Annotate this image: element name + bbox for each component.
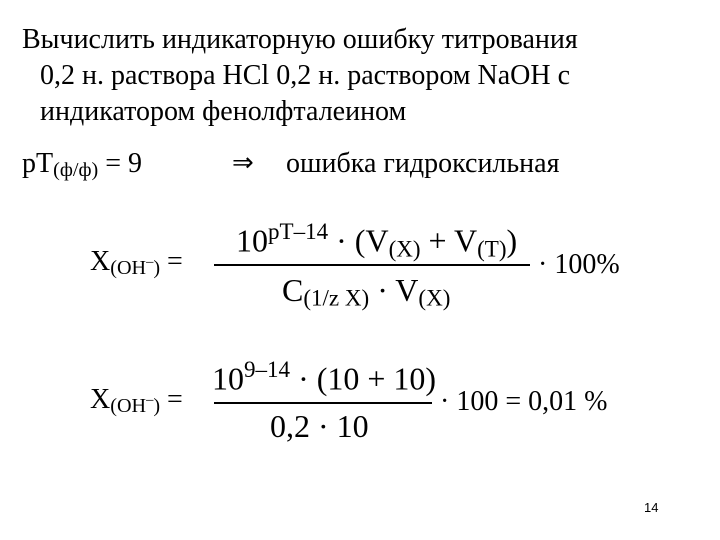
- formula1-eq: =: [167, 246, 183, 277]
- formula1-den-sub2: (X): [418, 284, 451, 311]
- condition-result: ошибка гидроксильная: [286, 148, 560, 179]
- formula1-num-close: ): [506, 222, 518, 259]
- formula2-lhs: [90, 384, 183, 418]
- pt-subscript: (ф/ф): [53, 159, 99, 182]
- task-line-1: Вычислить индикаторную ошибку титрования: [22, 24, 578, 55]
- pt-label: pT: [22, 148, 54, 179]
- condition-pt: [22, 146, 142, 188]
- formula1-lhs: [90, 246, 183, 280]
- formula2-num-rest: · (10 + 10): [298, 360, 437, 397]
- formula1-fraction-bar: [214, 264, 530, 266]
- formula1-minus: –: [146, 254, 154, 271]
- formula2-numerator: [212, 356, 436, 398]
- implies-arrow-icon: ⇒: [232, 148, 254, 178]
- formula1-num-dot: ·: [336, 222, 347, 259]
- formula1-numerator: [236, 218, 517, 262]
- pt-value: = 9: [105, 148, 143, 179]
- formula2-num-base: 10: [212, 360, 244, 397]
- formula1-num-open: (V: [354, 222, 389, 259]
- formula1-x: X: [90, 246, 111, 277]
- formula2-denominator: 0,2 · 10: [270, 408, 369, 444]
- formula1-num-sub2: (T): [477, 235, 507, 262]
- formula1-close: ): [153, 257, 161, 280]
- formula2-oh-text: (OH: [110, 395, 147, 418]
- formula2-close: ): [153, 395, 161, 418]
- page-number: 14: [644, 500, 659, 515]
- formula1-den-sub: (1/z X): [303, 284, 370, 311]
- formula2-minus: –: [146, 392, 154, 409]
- formula2-num-exp: 9–14: [244, 356, 291, 382]
- formula1-num-exp: pT–14: [268, 218, 329, 244]
- formula1-denominator: [282, 272, 450, 312]
- formula1-tail: · 100%: [538, 249, 620, 280]
- formula1-den-dot: · V: [377, 272, 419, 308]
- formula2-fraction-bar: [214, 402, 432, 404]
- formula2-oh: [110, 392, 161, 418]
- task-line-2: 0,2 н. раствора HCl 0,2 н. раствором NaOH с: [40, 60, 571, 91]
- formula1-num-base: 10: [236, 222, 268, 259]
- formula2-tail: · 100 = 0,01 %: [440, 386, 608, 417]
- formula1-num-sub1: (X): [388, 235, 421, 262]
- formula1-num-plus: + V: [428, 222, 478, 259]
- formula1-oh: [110, 254, 161, 280]
- formula2-eq: =: [167, 384, 183, 415]
- formula1-den-c: C: [282, 272, 304, 308]
- formula2-x: X: [90, 384, 111, 415]
- formula1-oh-text: (OH: [110, 257, 147, 280]
- task-line-3: индикатором фенолфталеином: [40, 96, 407, 127]
